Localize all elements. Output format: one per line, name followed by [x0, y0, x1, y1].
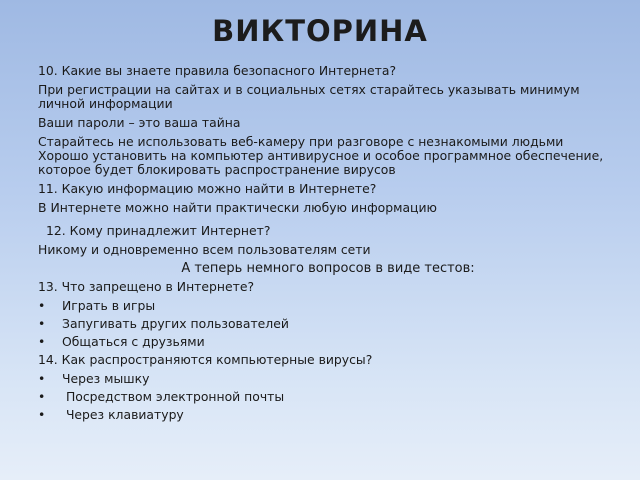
- bullet-icon: •: [38, 316, 46, 331]
- answer-10-4: Хорошо установить на компьютер антивирусное и особое программное обеспечение, которое будет блокировать распространение вирусов: [38, 148, 604, 177]
- slide-title: ВИКТОРИНА: [212, 14, 428, 48]
- answer-10-1: При регистрации на сайтах и в социальных сетях старайтесь указывать минимум личной информации: [38, 82, 580, 111]
- bullet-icon: •: [38, 407, 46, 422]
- question-13: 13. Что запрещено в Интернете?: [38, 279, 255, 294]
- answer-11: В Интернете можно найти практически любую информацию: [38, 200, 437, 215]
- q13-option-label: Играть в игры: [62, 298, 156, 313]
- q14-option: [38, 408, 618, 422]
- answer-12: Никому и одновременно всем пользователям сети: [38, 242, 371, 257]
- answer-10-2: Ваши пароли – это ваша тайна: [38, 115, 241, 130]
- q13-option: [38, 299, 618, 313]
- q13-option: [38, 317, 618, 331]
- bullet-icon: •: [38, 371, 46, 386]
- answer-10-3: Старайтесь не использовать веб-камеру при разговоре с незнакомыми людьми: [38, 134, 564, 149]
- q14-option: [38, 390, 618, 404]
- question-12: 12. Кому принадлежит Интернет?: [46, 223, 271, 238]
- q13-option-label: Запугивать других пользователей: [62, 316, 289, 331]
- q14-option-label: Посредством электронной почты: [62, 389, 285, 404]
- q13-option-label: Общаться с друзьями: [62, 334, 205, 349]
- bullet-icon: •: [38, 334, 46, 349]
- tests-heading: А теперь немного вопросов в виде тестов:: [181, 261, 475, 276]
- question-11: 11. Какую информацию можно найти в Интернете?: [38, 181, 377, 196]
- q14-option-label: Через мышку: [62, 371, 150, 386]
- bullet-icon: •: [38, 298, 46, 313]
- slide-content: [38, 64, 618, 426]
- q13-option: [38, 335, 618, 349]
- question-14: 14. Как распространяются компьютерные вирусы?: [38, 352, 373, 367]
- question-10: 10. Какие вы знаете правила безопасного Интернета?: [38, 63, 397, 78]
- q14-option-label: Через клавиатуру: [62, 407, 184, 422]
- bullet-icon: •: [38, 389, 46, 404]
- q14-option: [38, 372, 618, 386]
